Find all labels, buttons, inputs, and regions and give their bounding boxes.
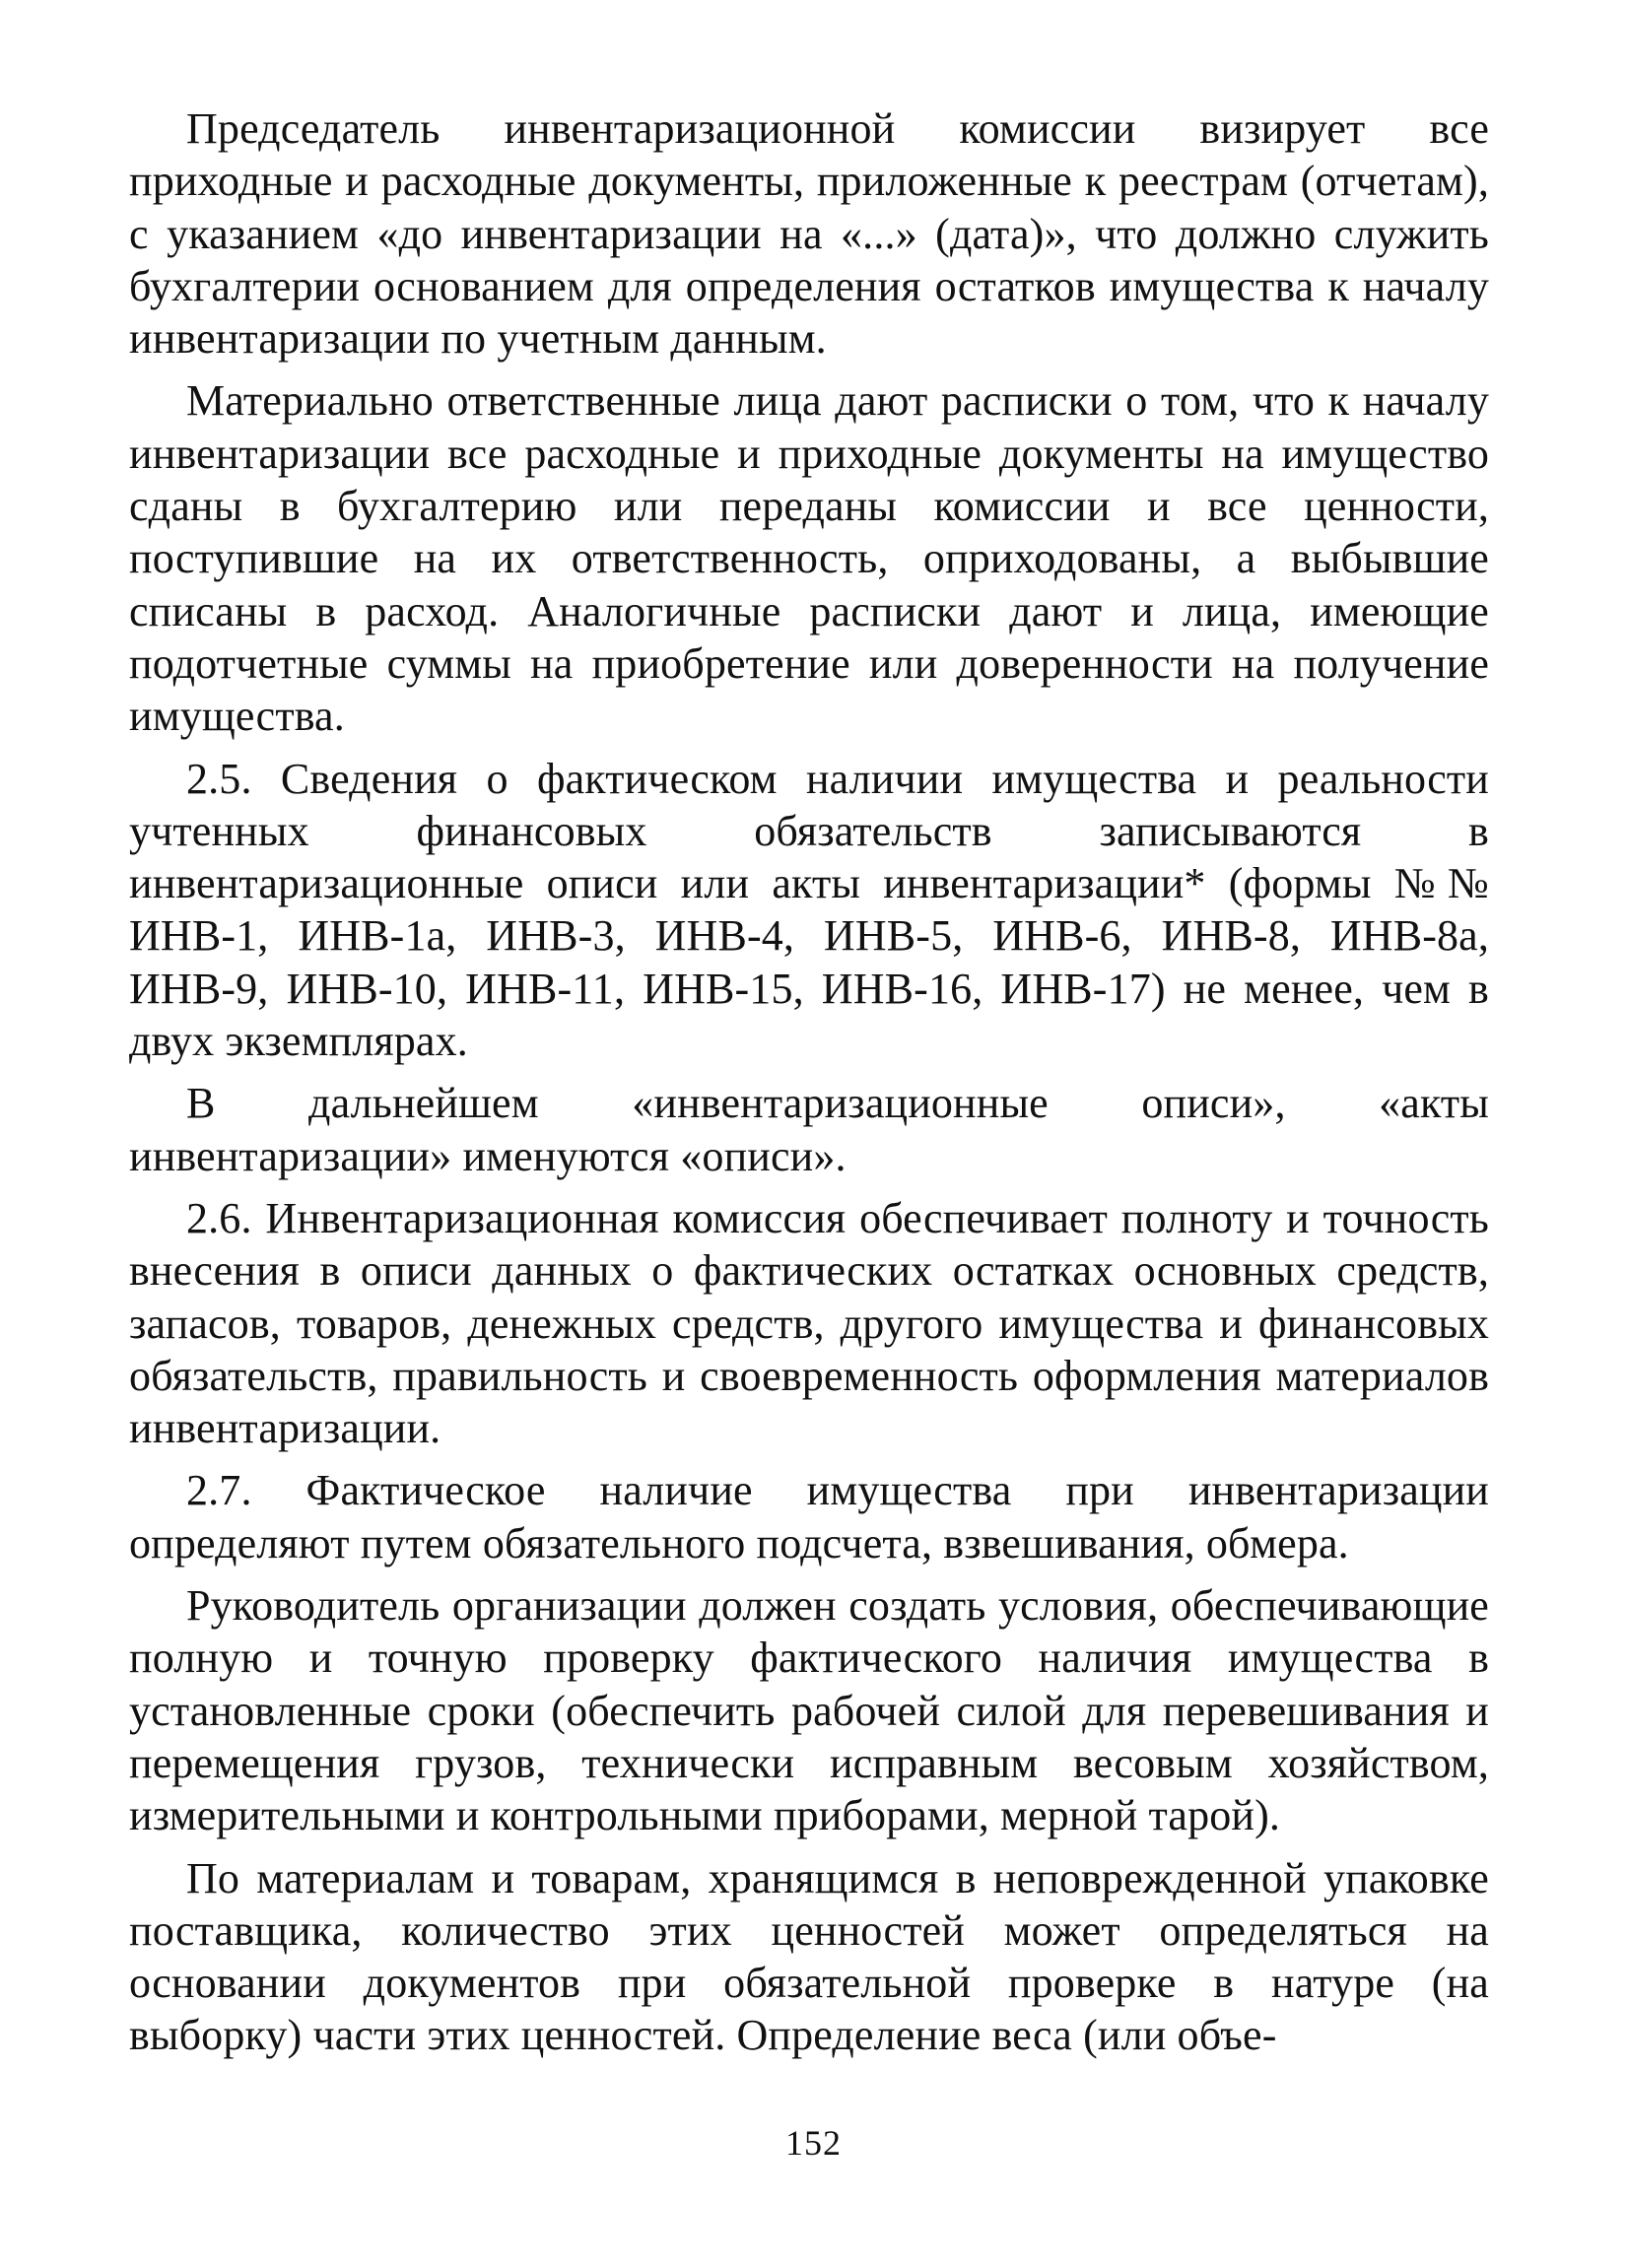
paragraph-2-5: 2.5. Сведения о фактическом наличии имущества и реальности учтенных финансовых обязательств записываются в инвентаризационные описи или акты инвентаризации* (формы №№ ИНВ-1, ИНВ-1а, ИНВ-3, ИНВ-4, ИНВ-5, ИНВ-6, ИНВ-8, ИНВ-8а, ИНВ-9, ИНВ-10, ИНВ-11, ИНВ-15, ИНВ-16, ИНВ-17) не менее, чем в двух экземплярах. [129, 754, 1489, 1066]
paragraph-definition-opisi: В дальнейшем «инвентаризационные описи», «акты инвентаризации» именуются «описи». [129, 1079, 1489, 1180]
paragraph-chairman-visa: Председатель инвентаризационной комиссии визирует все приходные и расходные документы, приложенные к реестрам (отчетам), с указанием «до инвентаризации на «...» (дата)», что должно служить бухгалтерии основанием для определения остатков имущества к началу инвентаризации по учетным данным. [129, 104, 1489, 364]
paragraph-manager-conditions: Руководитель организации должен создать условия, обеспечивающие полную и точную проверку фактического наличия имущества в установленные сроки (обеспечить рабочей силой для перевешивания и перемещения грузов, технически исправным весовым хозяйством, измерительными и контрольными приборами, мерной тарой). [129, 1581, 1489, 1840]
paragraph-receipts: Материально ответственные лица дают расписки о том, что к началу инвентаризации все расходные и приходные документы на имущество сданы в бухгалтерию или переданы комиссии и все ценности, поступившие на их ответственность, оприходованы, а выбывшие списаны в расход. Аналогичные расписки дают и лица, имеющие подотчетные суммы на приобретение или доверенности на получение имущества. [129, 376, 1489, 741]
page-number: 152 [785, 2123, 842, 2163]
body-text [129, 102, 1489, 2072]
paragraph-supplier-packaging: По материалам и товарам, хранящимся в неповрежденной упаковке поставщика, количество этих ценностей может определяться на основании документов при обязательной проверке в натуре (на выборку) части этих ценностей. Определение веса (или объе- [129, 1853, 1489, 2060]
paragraph-2-6: 2.6. Инвентаризационная комиссия обеспечивает полноту и точность внесения в описи данных о фактических остатках основных средств, запасов, товаров, денежных средств, другого имущества и финансовых обязательств, правильность и своевременность оформления материалов инвентаризации. [129, 1193, 1489, 1453]
paragraph-2-7: 2.7. Фактическое наличие имущества при инвентаризации определяют путем обязательного подсчета, взвешивания, обмера. [129, 1466, 1489, 1568]
